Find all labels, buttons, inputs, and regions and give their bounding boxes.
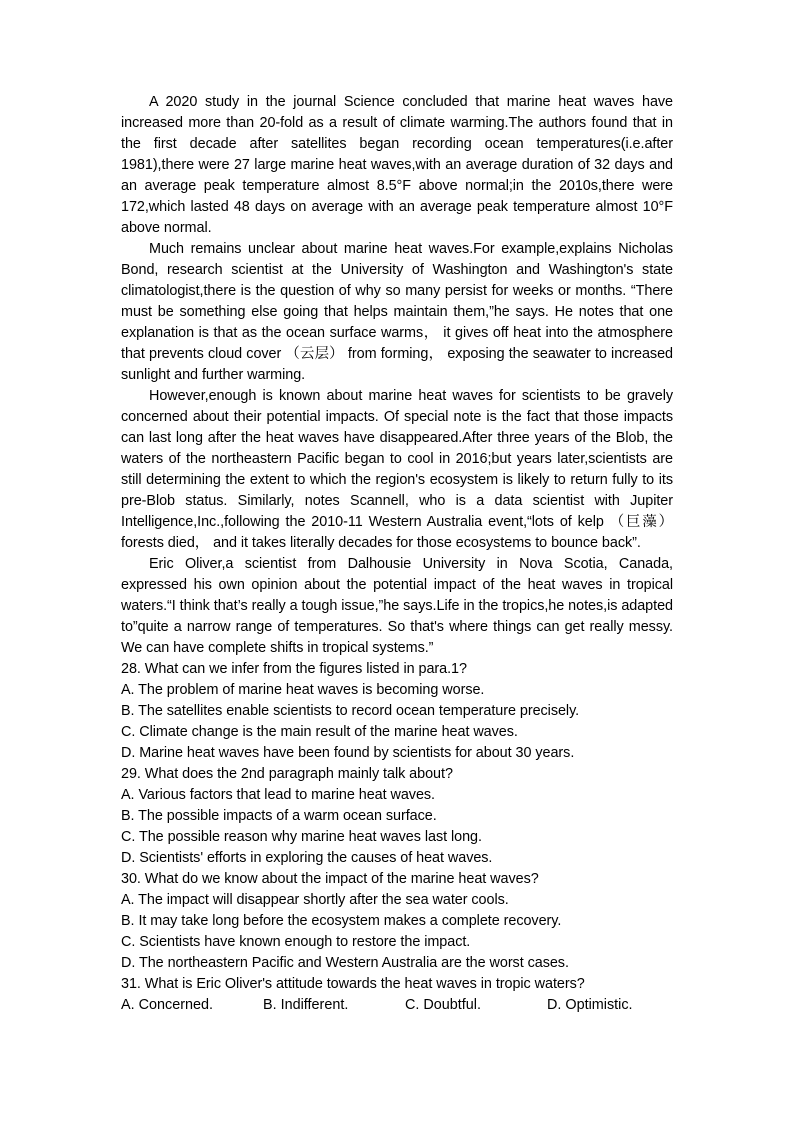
question-29 — [121, 764, 673, 869]
question-28 — [121, 659, 673, 764]
passage-paragraph-1: A 2020 study in the journal Science concluded that marine heat waves have increased more than 20-fold as a result of climate warming.The authors found that in the first decade after satellites began recording ocean temperatures(i.e.after 1981),there were 27 large marine heat waves,with an average duration of 32 days and an average peak temperature almost 8.5°F above normal;in the 2010s,there were 172,which lasted 48 days on average with an average peak temperature almost 10°F above normal. — [121, 94, 673, 236]
question-31-option-d[interactable]: D. Optimistic. — [547, 997, 633, 1013]
question-30-option-d[interactable]: D. The northeastern Pacific and Western Australia are the worst cases. — [121, 955, 569, 971]
question-31-option-c[interactable]: C. Doubtful. — [405, 997, 481, 1013]
question-30-stem: 30. What do we know about the impact of the marine heat waves? — [121, 871, 539, 887]
questions-section — [121, 659, 673, 1016]
question-30-option-a[interactable]: A. The impact will disappear shortly after the sea water cools. — [121, 892, 509, 908]
question-31 — [121, 974, 673, 1016]
question-31-stem: 31. What is Eric Oliver's attitude towards the heat waves in tropic waters? — [121, 976, 585, 992]
question-30-option-c[interactable]: C. Scientists have known enough to restore the impact. — [121, 934, 471, 950]
question-28-stem: 28. What can we infer from the figures listed in para.1? — [121, 661, 467, 677]
question-29-option-c[interactable]: C. The possible reason why marine heat waves last long. — [121, 829, 482, 845]
question-29-stem: 29. What does the 2nd paragraph mainly talk about? — [121, 766, 453, 782]
question-30 — [121, 869, 673, 974]
question-28-option-b[interactable]: B. The satellites enable scientists to record ocean temperature precisely. — [121, 703, 580, 719]
question-28-option-a[interactable]: A. The problem of marine heat waves is becoming worse. — [121, 682, 485, 698]
question-31-option-b[interactable]: B. Indifferent. — [263, 997, 349, 1013]
question-28-option-d[interactable]: D. Marine heat waves have been found by scientists for about 30 years. — [121, 745, 575, 761]
question-29-option-d[interactable]: D. Scientists' efforts in exploring the causes of heat waves. — [121, 850, 493, 866]
question-31-option-a[interactable]: A. Concerned. — [121, 997, 213, 1013]
question-30-option-b[interactable]: B. It may take long before the ecosystem makes a complete recovery. — [121, 913, 562, 929]
passage-paragraph-2: Much remains unclear about marine heat waves.For example,explains Nicholas Bond, research scientist at the University of Washington and Washington's state climatologist,there is the question of why so many persist for weeks or months. “There must be something else going that helps maintain them,”he says. He notes that one explanation is that as the ocean surface warms， it gives off heat into the atmosphere that prevents cloud cover （云层） from forming， exposing the seawater to increased sunlight and further warming. — [121, 241, 673, 383]
question-29-option-b[interactable]: B. The possible impacts of a warm ocean surface. — [121, 808, 437, 824]
question-28-option-c[interactable]: C. Climate change is the main result of the marine heat waves. — [121, 724, 518, 740]
passage-paragraph-3: However,enough is known about marine heat waves for scientists to be gravely concerned about their potential impacts. Of special note is the fact that those impacts can last long after the heat waves have disappeared.After three years of the Blob, the waters of the northeastern Pacific began to cool in 2016;but years later,scientists are still determining the extent to which the region's ecosystem is likely to return fully to its pre-Blob status. Similarly, notes Scannell, who is a data scientist with Jupiter Intelligence,Inc.,following the 2010-11 Western Australia event,“lots of kelp （巨藻） forests died， and it takes literally decades for those ecosystems to bounce back”. — [121, 388, 673, 551]
question-31-options-row — [121, 995, 673, 1016]
passage-section — [121, 92, 673, 659]
passage-paragraph-4: Eric Oliver,a scientist from Dalhousie University in Nova Scotia, Canada, expressed his own opinion about the potential impact of the heat waves in tropical waters.“I think that’s really a tough issue,”he says.Life in the tropics,he notes,is adapted to”quite a narrow range of temperatures. So that's where things can get really messy. We can have complete shifts in tropical systems.” — [121, 556, 673, 656]
question-29-option-a[interactable]: A. Various factors that lead to marine heat waves. — [121, 787, 435, 803]
document-body — [121, 92, 673, 1016]
